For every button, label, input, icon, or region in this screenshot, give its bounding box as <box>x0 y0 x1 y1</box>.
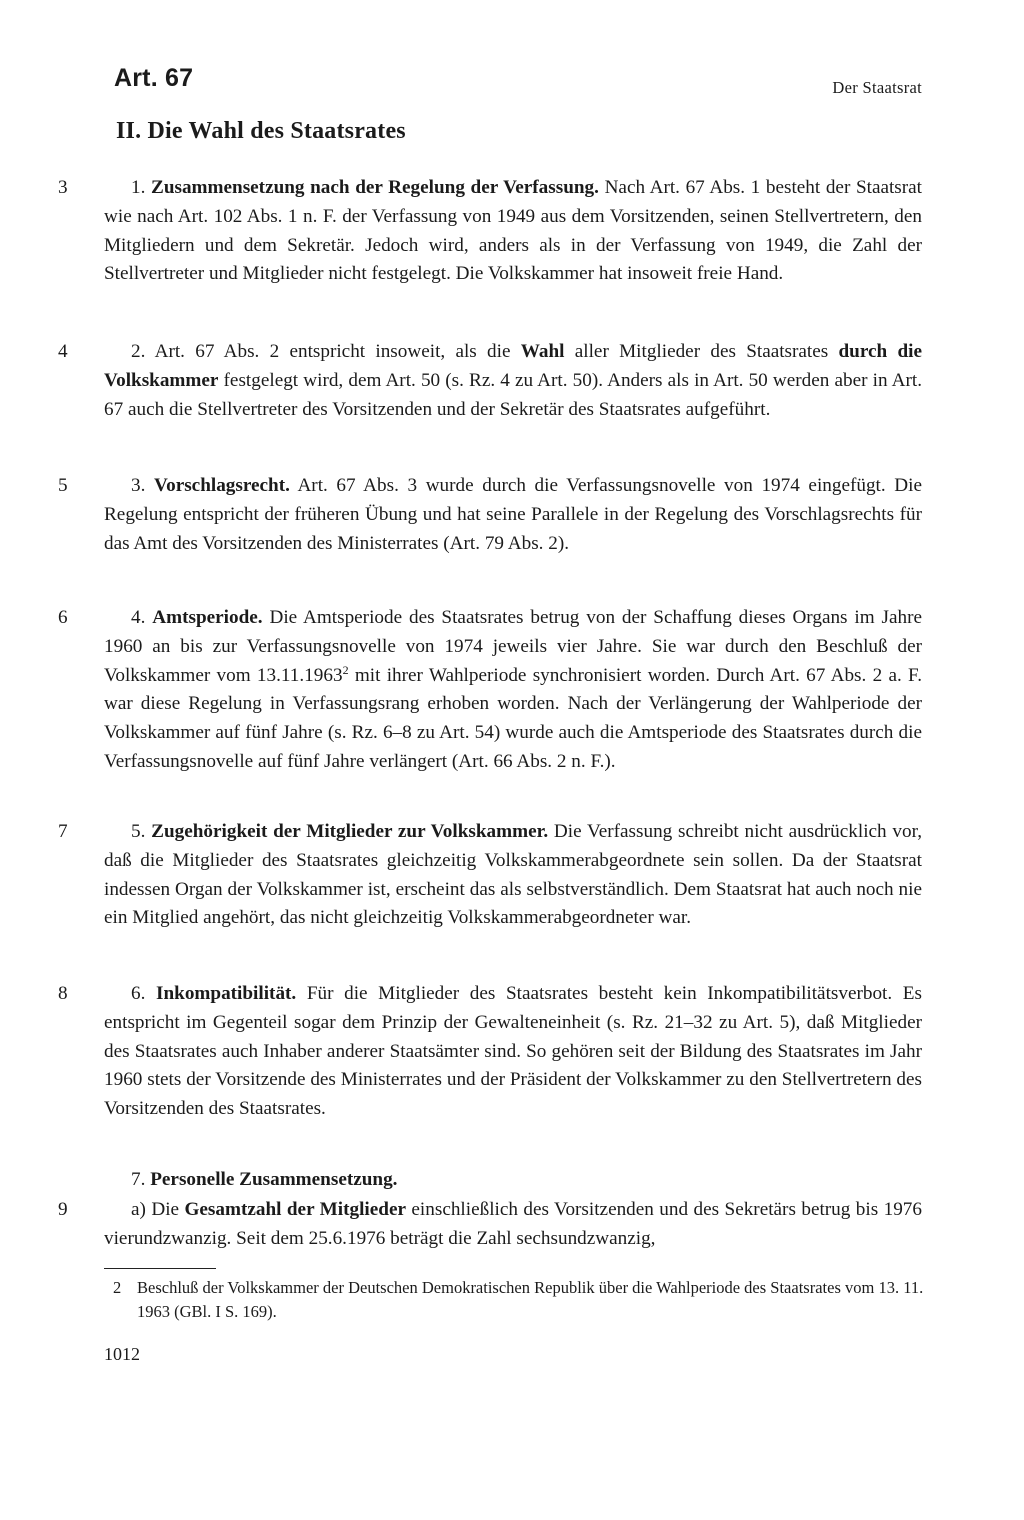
paragraph-text: Die Amtsperiode des Staatsrates betrug von der Schaffung dieses Organs im Jahre 1960 an bis zur Verfassungsnovelle von 1974 jeweils vier Jahre. Sie war durch den Beschluß der Volkskammer vom 13.11.1963 <box>104 607 923 686</box>
subsection-title: Personelle Zusammensetzung. <box>150 1169 398 1190</box>
footnote-reference: 2 <box>342 662 349 677</box>
paragraph <box>104 604 922 777</box>
running-head: Der Staatsrat <box>832 78 922 97</box>
paragraph-number: a) <box>131 1199 146 1220</box>
paragraph <box>104 980 922 1124</box>
paragraph-text: Art. 67 Abs. 3 wurde durch die Verfassungsnovelle von 1974 eingefügt. Die Regelung entspricht der früheren Übung und hat seine Parallele in der Regelung des Vorschlagsrechts für das Amt des Vorsitzenden des Ministerrates (Art. 79 Abs. 2). <box>104 475 923 554</box>
footnote-rule <box>104 1268 216 1269</box>
footnote-mark: 2 <box>113 1278 122 1297</box>
paragraph <box>104 338 922 424</box>
emphasis: Gesamtzahl der Mitglieder <box>184 1199 406 1220</box>
margin-number: 5 <box>58 475 68 496</box>
paragraph <box>104 1196 922 1254</box>
paragraph-number: 2. <box>131 341 146 362</box>
footnote <box>113 1276 947 1324</box>
paragraph-text: Nach Art. 67 Abs. 1 besteht der Staatsrat wie nach Art. 102 Abs. 1 n. F. der Verfassung von 1949 aus dem Vorsitzenden, seinen Stellvertretern, den Mitgliedern und dem Sekretär. Jedoch wird, anders als in der Verfassung von 1949, die Zahl der Stellvertreter und Mitglieder nicht festgelegt. Die Volkskammer hat insoweit freie Hand. <box>104 177 923 285</box>
paragraph-text: Für die Mitglieder des Staatsrates besteht kein Inkompatibilitätsverbot. Es entspricht im Gegenteil sogar dem Prinzip der Gewalteneinheit (s. Rz. 21–32 zu Art. 5), daß Mitglieder des Staatsrates auch Inhaber anderer Staatsämter sind. So gehören seit der Bildung des Staatsrates im Jahr 1960 stets der Vorsitzende des Ministerrates und der Präsident der Volkskammer zu den Stellvertretern des Vorsitzenden des Staatsrates. <box>104 983 922 1120</box>
margin-number: 9 <box>58 1199 68 1220</box>
paragraph <box>104 472 922 558</box>
paragraph-title: Inkompatibilität. <box>156 983 297 1004</box>
paragraph-title: Zusammensetzung nach der Regelung der Verfassung. <box>151 177 599 198</box>
paragraph-title: Amtsperiode. <box>152 607 263 628</box>
paragraph-text: einschließlich des Vorsitzenden und des Sekretärs betrug bis 1976 vierundzwanzig. Seit dem 25.6.1976 beträgt die Zahl sechsundzwanzig, <box>104 1199 922 1249</box>
footnote-text: Beschluß der Volkskammer der Deutschen Demokratischen Republik über die Wahlperiode des Staatsrates vom 13. 11. 1963 (GBl. I S. 169). <box>137 1278 924 1321</box>
paragraph-text: festgelegt wird, dem Art. 50 (s. Rz. 4 zu Art. 50). Anders als in Art. 50 werden aber in Art. 67 auch die Stellvertreter des Vorsitzenden und der Sekretär des Staatsrates aufgeführt. <box>104 369 922 420</box>
paragraph-text: Art. 67 Abs. 2 entspricht insoweit, als die <box>145 341 521 362</box>
paragraph-number: 1. <box>131 177 146 198</box>
paragraph-title: Zugehörigkeit der Mitglieder zur Volkskammer. <box>151 821 549 842</box>
margin-number: 4 <box>58 341 68 362</box>
paragraph-number: 6. <box>131 983 146 1004</box>
subsection-number: 7. <box>131 1169 146 1190</box>
paragraph-text: mit ihrer Wahlperiode synchronisiert worden. Durch Art. 67 Abs. 2 a. F. war diese Regelung in Verfassungsrang erhoben worden. Nach der Verlängerung der Wahlperiode der Volkskammer auf fünf Jahre (s. Rz. 6–8 zu Art. 54) wurde auch die Amtsperiode des Staatsrates durch die Verfassungsnovelle auf fünf Jahre verlängert (Art. 66 Abs. 2 n. F.). <box>104 664 922 772</box>
paragraph-text: Die <box>145 1199 185 1220</box>
margin-number: 6 <box>58 607 68 628</box>
paragraph <box>104 818 922 933</box>
emphasis: Wahl <box>520 341 565 362</box>
paragraph <box>104 174 922 289</box>
paragraph-title: Vorschlagsrecht. <box>154 475 290 496</box>
paragraph-text: Die Verfassung schreibt nicht ausdrücklich vor, daß die Mitglieder des Staatsrates gleichzeitig Volkskammerabgeordnete sein sollen. Da der Staatsrat indessen Organ der Volkskammer ist, erscheint das als selbstverständlich. Dem Staatsrat hat auch noch nie ein Mitglied angehört, das nicht gleichzeitig Volkskammerabgeordneter war. <box>104 821 923 929</box>
margin-number: 3 <box>58 177 68 198</box>
section-heading: II. Die Wahl des Staatsrates <box>116 118 406 144</box>
article-label: Art. 67 <box>114 64 194 92</box>
page-number: 1012 <box>104 1344 140 1364</box>
paragraph-number: 4. <box>131 607 146 628</box>
margin-number: 7 <box>58 821 68 842</box>
subsection-heading <box>131 1166 397 1195</box>
emphasis: durch die Volkskammer <box>104 341 922 391</box>
paragraph-text: aller Mitglieder des Staatsrates <box>564 341 839 362</box>
margin-number: 8 <box>58 983 68 1004</box>
paragraph-number: 3. <box>131 475 146 496</box>
paragraph-number: 5. <box>131 821 146 842</box>
